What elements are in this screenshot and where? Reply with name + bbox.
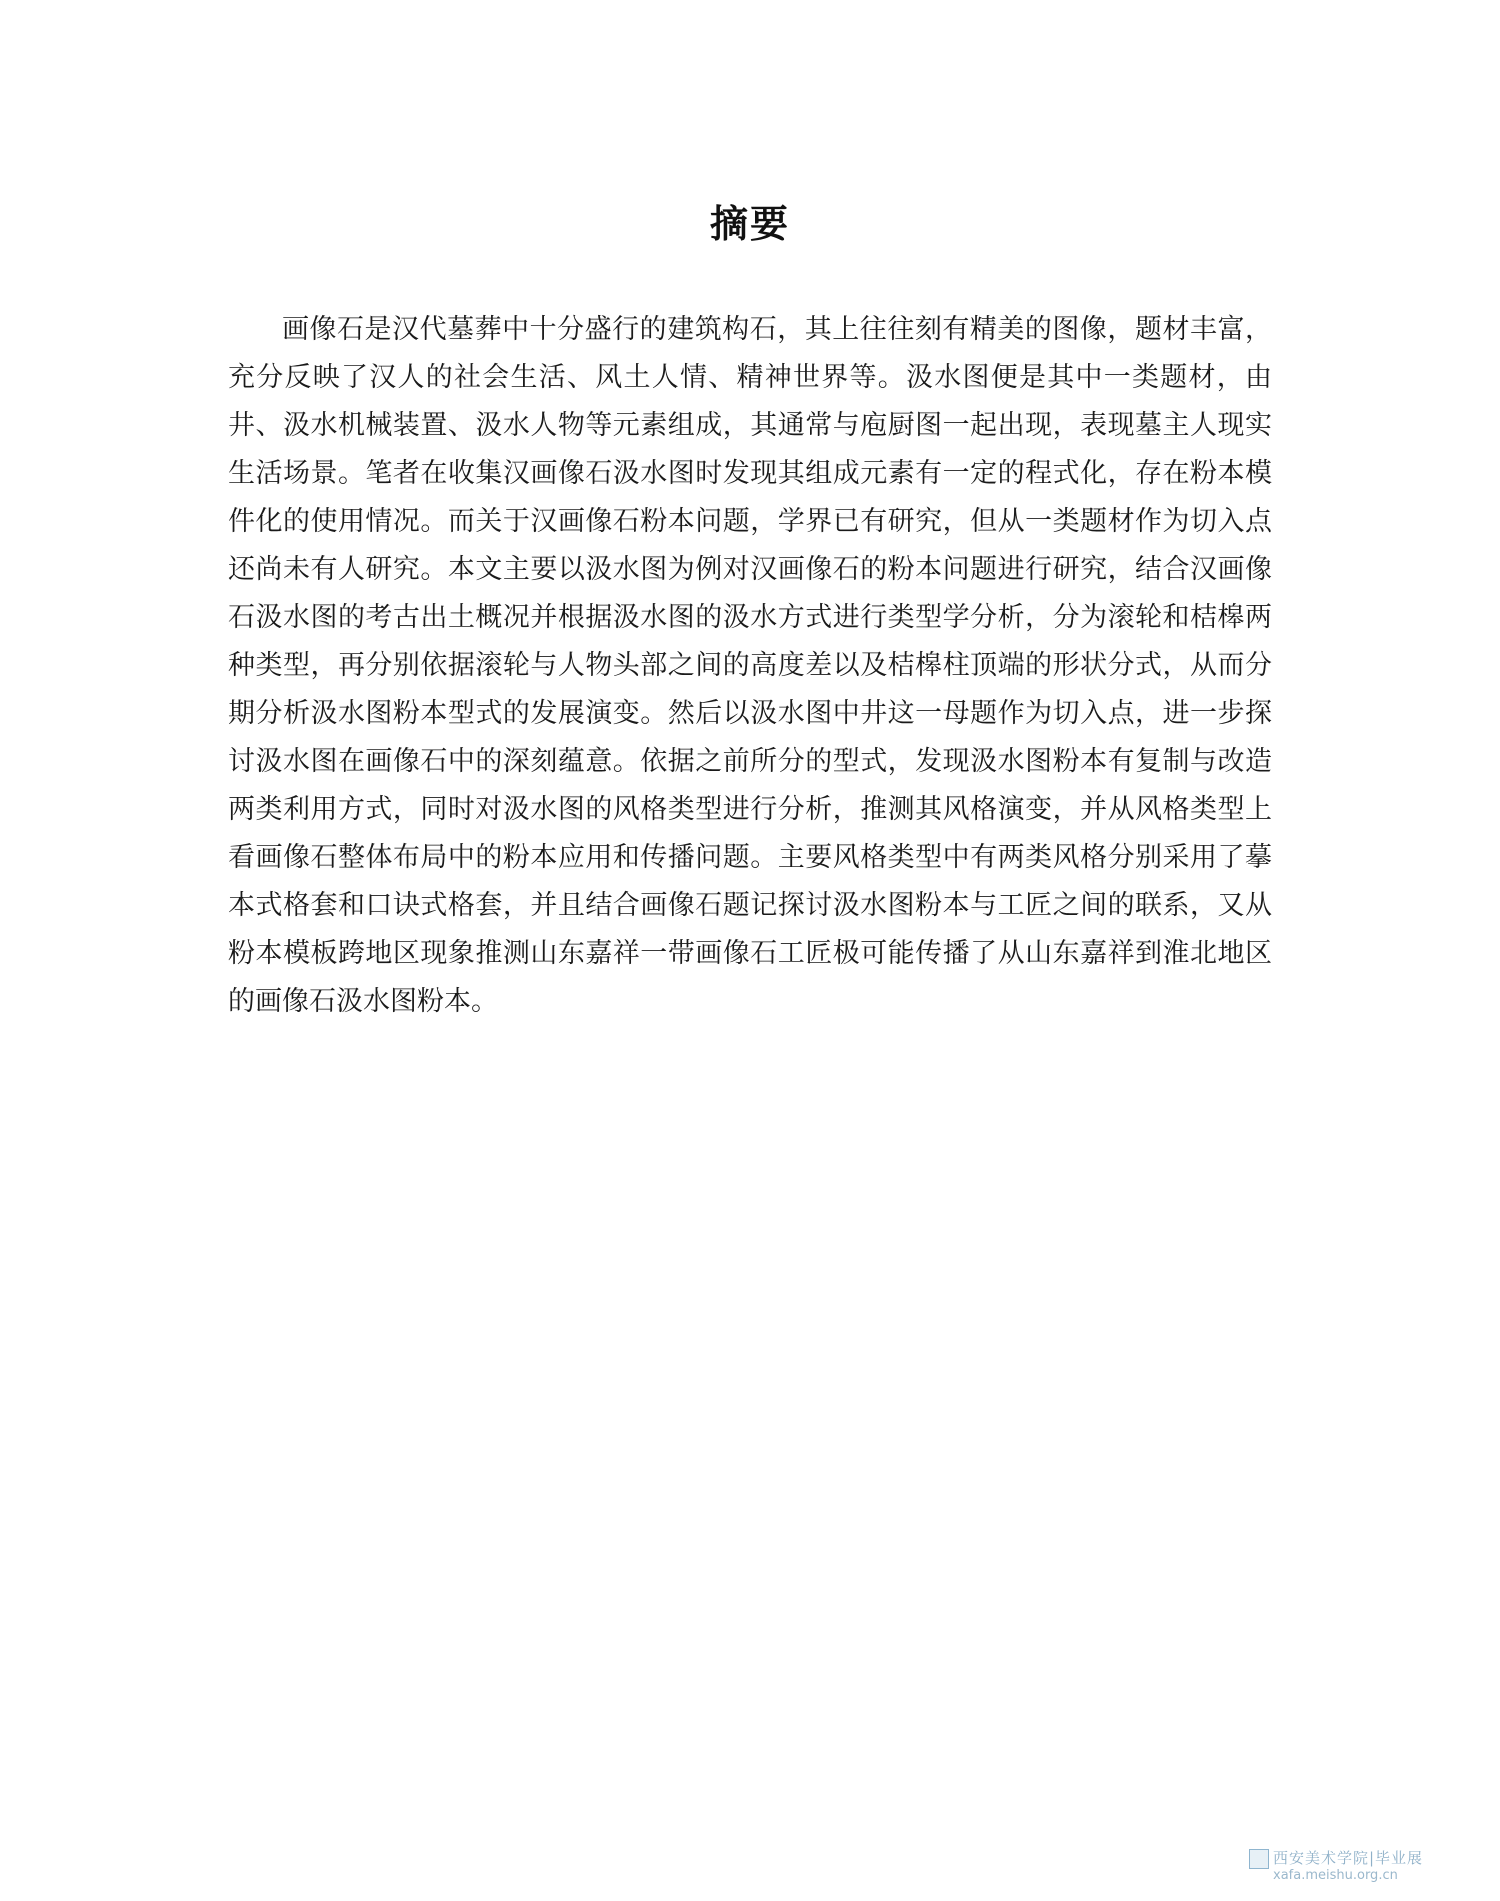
page-title: 摘要 [709,202,790,246]
academy-logo-icon [1249,1849,1269,1869]
watermark-title: 西安美术学院|毕业展 [1273,1849,1424,1867]
watermark [1249,1847,1484,1887]
watermark-url: xafa.meishu.org.cn [1273,1868,1398,1883]
abstract-paragraph: 画像石是汉代墓葬中十分盛行的建筑构石，其上往往刻有精美的图像，题材丰富，充分反映了汉人的社会生活、风土人情、精神世界等。汲水图便是其中一类题材，由井、汲水机械装置、汲水人物等元素组成，其通常与庖厨图一起出现，表现墓主人现实生活场景。笔者在收集汉画像石汲水图时发现其组成元素有一定的程式化，存在粉本模件化的使用情况。而关于汉画像石粉本问题，学界已有研究，但从一类题材作为切入点还尚未有人研究。本文主要以汲水图为例对汉画像石的粉本问题进行研究，结合汉画像石汲水图的考古出土概况并根据汲水图的汲水方式进行类型学分析，分为滚轮和桔槔两种类型，再分别依据滚轮与人物头部之间的高度差以及桔槔柱顶端的形状分式，从而分期分析汲水图粉本型式的发展演变。然后以汲水图中井这一母题作为切入点，进一步探讨汲水图在画像石中的深刻蕴意。依据之前所分的型式，发现汲水图粉本有复制与改造两类利用方式，同时对汲水图的风格类型进行分析，推测其风格演变，并从风格类型上看画像石整体布局中的粉本应用和传播问题。主要风格类型中有两类风格分别采用了摹本式格套和口诀式格套，并且结合画像石题记探讨汲水图粉本与工匠之间的联系，又从粉本模板跨地区现象推测山东嘉祥一带画像石工匠极可能传播了从山东嘉祥到淮北地区的画像石汲水图粉本。 [228,314,1272,1017]
